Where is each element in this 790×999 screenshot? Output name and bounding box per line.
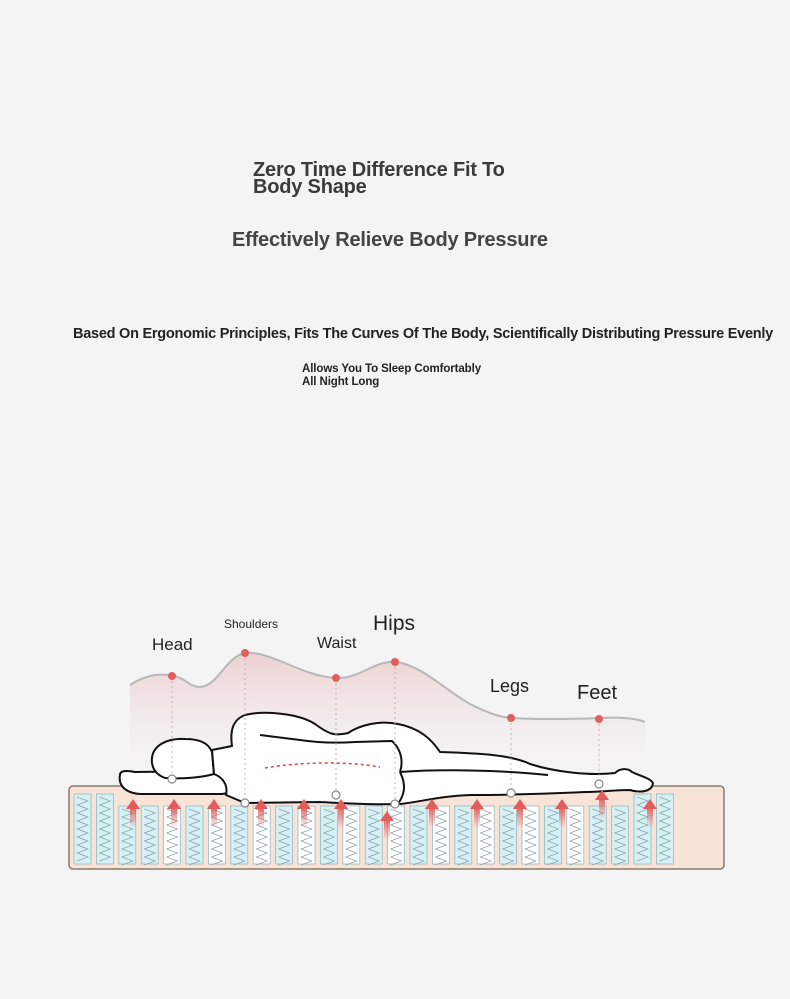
spring	[455, 806, 472, 865]
label-shoulders: Shoulders	[224, 617, 279, 631]
label-waist: Waist	[317, 635, 357, 652]
label-feet: Feet	[577, 682, 618, 704]
contact-point-shoulders	[241, 799, 249, 807]
spring	[276, 806, 293, 865]
spring	[320, 806, 337, 865]
description: Based On Ergonomic Principles, Fits The Curves Of The Body, Scientifically Distributing Pressure Evenly	[73, 326, 773, 342]
title-line-2: Body Shape	[253, 176, 367, 198]
spring	[612, 806, 629, 865]
spring	[567, 806, 584, 865]
title	[253, 159, 505, 198]
marker-dot-hips	[391, 658, 399, 666]
spring	[231, 806, 248, 865]
marker-dot-shoulders	[241, 649, 249, 657]
label-hips: Hips	[373, 612, 416, 635]
pressure-diagram	[0, 600, 790, 880]
subtitle: Effectively Relieve Body Pressure	[232, 229, 548, 251]
marker-dot-waist	[332, 674, 340, 682]
contact-point-legs	[507, 789, 515, 797]
spring	[186, 806, 203, 865]
comfort-note-line-1: Allows You To Sleep Comfortably	[302, 363, 482, 375]
marker-dot-feet	[595, 715, 603, 723]
contact-point-waist	[332, 791, 340, 799]
spring	[388, 806, 405, 865]
spring	[343, 806, 360, 865]
spring	[141, 806, 158, 865]
spring	[96, 794, 113, 864]
marker-dot-legs	[507, 714, 515, 722]
head-shape	[152, 739, 214, 778]
title-line-1: Zero Time Difference Fit To	[253, 159, 505, 181]
comfort-note-line-2: All Night Long	[302, 375, 380, 388]
marker-dot-head	[168, 672, 176, 680]
spring	[365, 806, 382, 865]
contact-point-feet	[595, 780, 603, 788]
comfort-note	[302, 363, 481, 388]
spring	[74, 794, 91, 864]
spring	[500, 806, 517, 865]
label-legs: Legs	[490, 676, 530, 696]
contact-point-hips	[391, 800, 399, 808]
spring	[544, 806, 561, 865]
spring	[656, 794, 673, 864]
contact-point-head	[168, 775, 176, 783]
spring	[410, 806, 427, 865]
spring	[522, 806, 539, 865]
label-head: Head	[152, 635, 193, 654]
